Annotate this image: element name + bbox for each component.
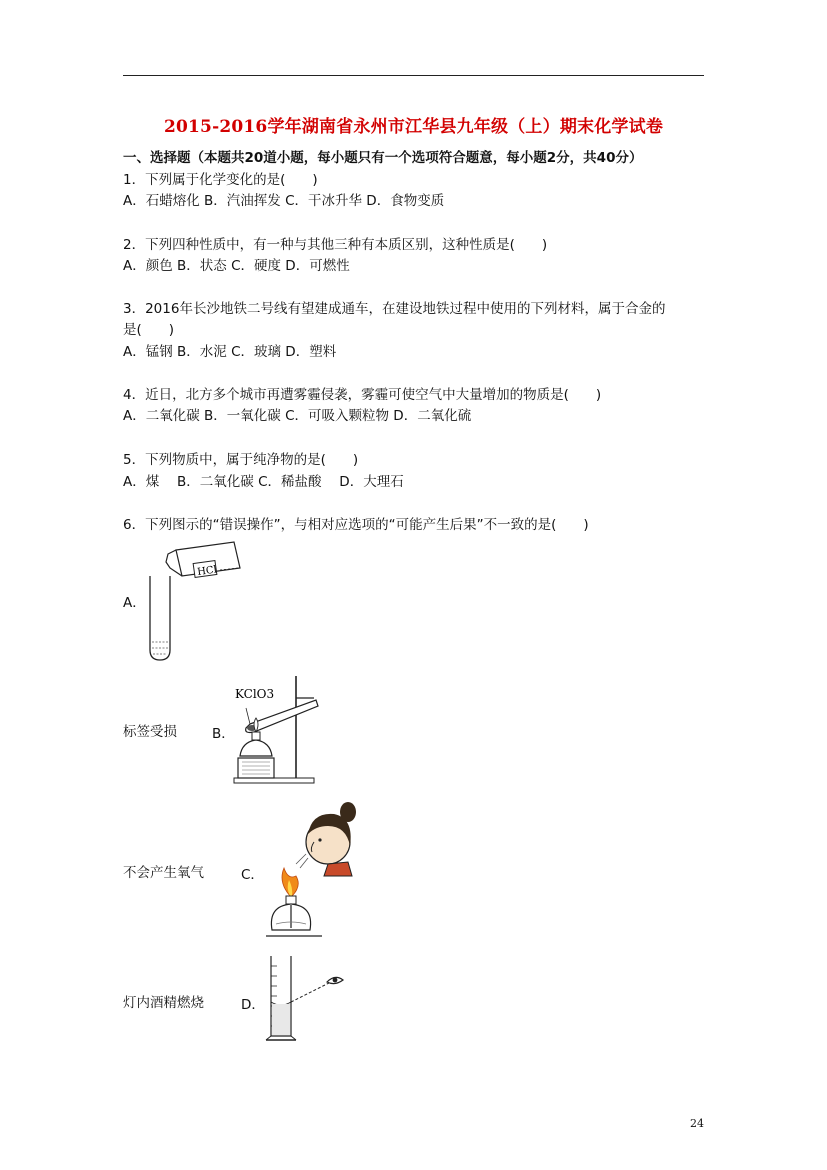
pouring-hcl-figure <box>146 538 246 664</box>
question-2-stem: 2．下列四种性质中，有一种与其他三种有本质区别，这种性质是( ) <box>123 237 548 253</box>
question-2-options: A．颜色 B．状态 C．硬度 D．可燃性 <box>123 258 350 274</box>
option-c-consequence: 不会产生氧气 <box>123 865 204 881</box>
option-d-label: D． <box>241 997 265 1013</box>
section-heading: 一、选择题（本题共20道小题，每小题只有一个选项符合题意，每小题2分，共40分） <box>123 150 643 166</box>
page-number: 24 <box>690 1117 704 1130</box>
option-c-label: C． <box>241 867 264 883</box>
option-a-label: A． <box>123 595 146 611</box>
question-3-options: A．锰钢 B．水泥 C．玻璃 D．塑料 <box>123 344 337 360</box>
question-4-stem: 4．近日，北方多个城市再遭雾霾侵袭，雾霾可使空气中大量增加的物质是( ) <box>123 387 602 403</box>
hcl-text: HCl <box>196 564 218 579</box>
question-3-stem: 3．2016年长沙地铁二号线有望建成通车，在建设地铁过程中使用的下列材料，属于合金的 <box>123 301 666 317</box>
question-1-stem: 1．下列属于化学变化的是( ) <box>123 172 318 188</box>
option-b-label: B． <box>212 726 235 742</box>
question-6-stem: 6．下列图示的“错误操作”，与相对应选项的“可能产生后果”不一致的是( ) <box>123 517 589 533</box>
question-5-options: A．煤 B．二氧化碳 C．稀盐酸 D．大理石 <box>123 474 404 490</box>
exam-title: 2015-2016学年湖南省永州市江华县九年级（上）期末化学试卷 <box>163 117 664 137</box>
question-1-options: A．石蜡熔化 B．汽油挥发 C．干冰升华 D．食物变质 <box>123 193 445 209</box>
heating-kclo3-figure <box>232 672 332 790</box>
kclo3-text: KClO3 <box>235 687 275 701</box>
blowing-lamp-figure <box>262 796 366 944</box>
question-4-options: A．二氧化碳 B．一氧化碳 C．可吸入颗粒物 D．二氧化硫 <box>123 408 472 424</box>
option-b-consequence: 标签受损 <box>123 724 177 740</box>
graduated-cylinder-figure <box>263 952 349 1048</box>
option-d-consequence: 灯内酒精燃烧 <box>123 995 204 1011</box>
header-rule <box>123 75 704 76</box>
question-5-stem: 5．下列物质中，属于纯净物的是( ) <box>123 452 359 468</box>
question-3-stem-cont: 是( ) <box>123 322 175 338</box>
